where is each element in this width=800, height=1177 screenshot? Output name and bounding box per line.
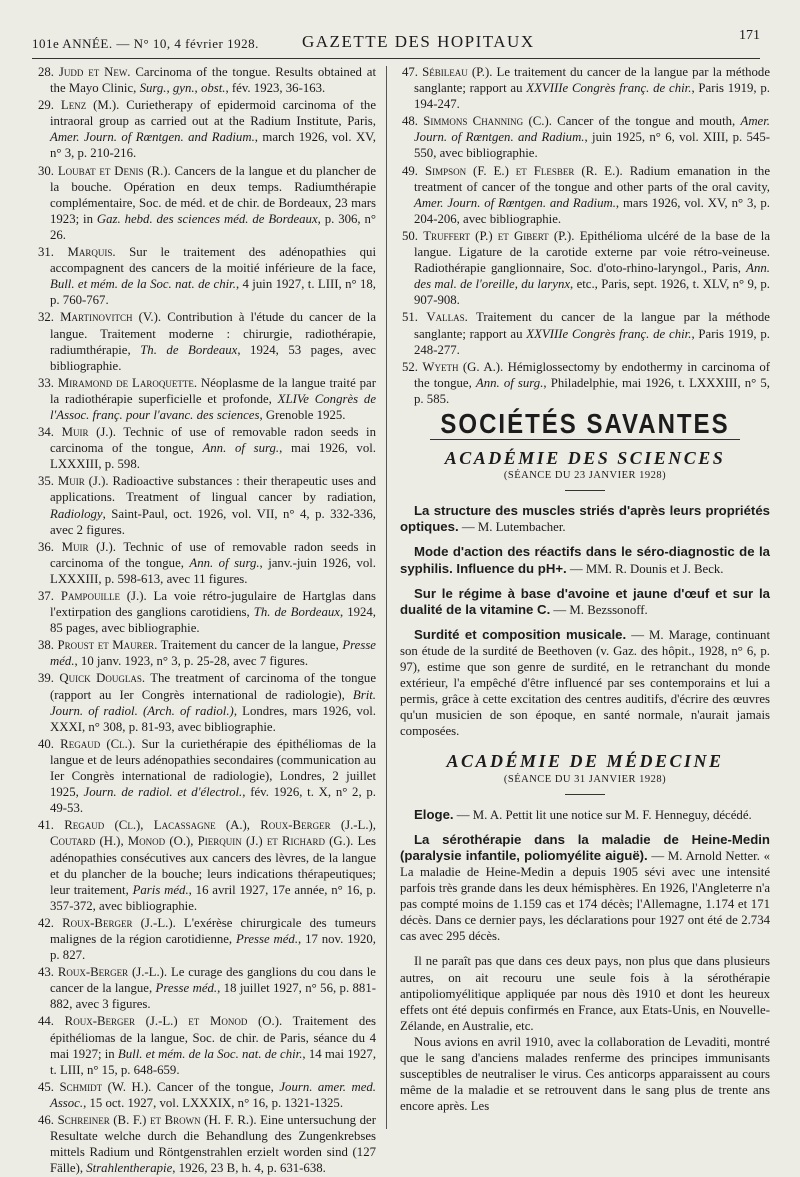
- reference-title: Cancer of the tongue and mouth,: [551, 114, 741, 129]
- reference-title: Epithélioma ulcéré de la base de la langue. Ligature de la carotide externe par voie rétro-veineuse. Radiothérapie ganglionnaire, Soc. d'oto-rhino-laryngol., Paris,: [414, 228, 771, 276]
- reference-entry: [400, 113, 770, 161]
- reference-details: , fév. 1923, 36-163.: [225, 81, 326, 96]
- reference-authors: Wyeth (G. A.).: [422, 359, 504, 374]
- reference-title: Le traitement du cancer de la langue par la méthode sanglante; rapport au: [414, 65, 770, 96]
- reference-entry: [36, 637, 376, 669]
- reference-title: L'exérèse chirurgicale des tumeurs malignes de la région carotidienne,: [50, 915, 376, 946]
- reference-number: 42.: [38, 915, 54, 930]
- reference-title: Radioactive substances : their therapeutic uses and applications. Treatment of lingual cancer by radiation,: [50, 474, 376, 505]
- communication: [400, 544, 770, 576]
- reference-journal: Radiology: [50, 506, 103, 521]
- communication-title: Eloge.: [414, 806, 454, 822]
- reference-number: 41.: [38, 818, 54, 833]
- body-paragraph: Nous avions en avril 1910, avec la collaboration de Levaditi, montré que le sang d'anciens malades renferme des principes immunisants susceptibles de neutraliser le virus. Ces anticorps apparaissent au cours même de la maladie et se retrouvent dans le sang plus de trente ans encore après. Les: [400, 1034, 770, 1114]
- reference-authors: Martinovitch (V.).: [60, 310, 162, 325]
- reference-authors: Loubat et Denis (R.).: [57, 163, 171, 178]
- reference-journal: Journ. de radiol. et d'électrol.: [83, 785, 243, 800]
- reference-details: , juin 1925, n° 6, vol. XIII, p. 545-550, avec bibliographie.: [414, 130, 770, 161]
- reference-authors: Roux-Berger (J.-L.).: [57, 965, 168, 980]
- reference-number: 28.: [38, 65, 54, 79]
- reference-details: , Paris 1919, p. 248-277.: [414, 326, 770, 357]
- reference-details: , mars 1926, vol. XV, n° 3, p. 204-206, avec bibliographie.: [414, 195, 770, 226]
- reference-entry: [36, 64, 376, 96]
- reference-authors: Muir (J.).: [61, 425, 116, 440]
- reference-authors: Regaud (Cl.), Lacassagne (A.), Roux-Berger (J.-L.), Coutard (H.), Monod (O.), Pierquin (J.) et Richard (G.).: [50, 818, 377, 849]
- reference-details: , 1924, 53 pages, avec bibliographie.: [50, 342, 376, 373]
- reference-title: Sur la curiethérapie des épithéliomas de la langue et de leurs adénopathies secondaires (communication au Ier Congrès international de radiologie), Londres, 2 juillet 1925,: [50, 736, 377, 800]
- reference-journal: XXVIIIe Congrès franç. de chir.: [526, 326, 692, 341]
- reference-number: 31.: [38, 245, 54, 260]
- divider: [565, 794, 605, 795]
- reference-journal: Presse méd.: [236, 931, 299, 946]
- reference-number: 48.: [402, 114, 418, 129]
- reference-entry: [36, 915, 376, 963]
- communication-body: — MM. R. Dounis et J. Beck.: [566, 561, 724, 576]
- section-title: SOCIÉTÉS SAVANTES: [440, 408, 730, 440]
- reference-entry: [36, 309, 376, 373]
- reference-entry: [400, 228, 770, 308]
- reference-number: 52.: [402, 359, 418, 374]
- references-continued: [400, 64, 770, 407]
- communication: [400, 627, 770, 740]
- reference-entry: [36, 1112, 376, 1176]
- reference-journal: Amer. Journ. of Rœntgen. and Radium.: [50, 130, 255, 145]
- reference-details: , mai 1926, vol. LXXXIII, p. 598.: [50, 441, 376, 472]
- reference-details: , Saint-Paul, oct. 1926, vol. VII, n° 4, p. 332-336, avec 2 figures.: [50, 506, 376, 537]
- reference-authors: Simmons Channing (C.).: [423, 114, 552, 129]
- reference-details: , 17 nov. 1920, p. 827.: [50, 931, 376, 963]
- academie-medecine-seance: (SÉANCE DU 31 JANVIER 1928): [503, 773, 667, 785]
- reference-authors: Muir (J.).: [61, 539, 116, 554]
- reference-number: 35.: [38, 474, 54, 489]
- reference-title: Technic of use of removable radon seeds in carcinoma of the tongue,: [50, 539, 376, 570]
- reference-authors: Sébileau (P.).: [422, 65, 493, 79]
- reference-number: 39.: [38, 671, 54, 686]
- reference-number: 29.: [38, 98, 54, 113]
- reference-authors: Vallas.: [426, 310, 468, 325]
- reference-authors: Roux-Berger (J.-L.) et Monod (O.).: [64, 1014, 283, 1029]
- reference-entry: [36, 670, 376, 734]
- reference-entry: [36, 736, 376, 816]
- reference-details: , 1926, 23 B, h. 4, p. 631-638.: [172, 1161, 326, 1176]
- reference-entry: [36, 97, 376, 161]
- reference-title: Radium emanation in the treatment of cancer of the tongue and other parts of the oral cavity,: [414, 163, 770, 194]
- reference-details: , 10 janv. 1923, n° 3, p. 25-28, avec 7 figures.: [74, 654, 309, 669]
- reference-title: Contribution à l'étude du cancer de la langue. Traitement moderne : chirurgie, radiothérapie, radiumthérapie,: [50, 310, 377, 357]
- reference-details: , fév. 1926, t. X, n° 2, p. 49-53.: [50, 785, 376, 816]
- reference-details: , Londres, mars 1926, vol. XXXI, n° 308, p. 81-93, avec bibliographie.: [50, 703, 376, 734]
- reference-journal: XLIVe Congrès de l'Assoc. franç. pour l'avanc. des sciences: [50, 391, 376, 422]
- reference-title: Les adénopathies consécutives aux cancers des lèvres, de la langue et du plancher de la bouche; leurs indications thérapeutiques; leur traitement,: [50, 834, 376, 897]
- reference-details: , 14 mai 1927, t. LIII, n° 15, p. 648-659.: [50, 1046, 377, 1077]
- reference-authors: Muir (J.).: [57, 474, 109, 489]
- reference-entry: [36, 588, 376, 636]
- reference-entry: [400, 64, 770, 112]
- reference-authors: Miramond de Laroquette.: [57, 375, 198, 390]
- reference-journal: Presse méd.: [155, 981, 218, 996]
- issue-info: 101e ANNÉE. — N° 10, 4 février 1928.: [32, 36, 259, 51]
- academie-sciences-title: ACADÉMIE DES SCIENCES: [444, 448, 726, 469]
- communication-title: Surdité et composition musicale.: [414, 626, 627, 642]
- reference-authors: Regaud (Cl.).: [60, 736, 136, 751]
- reference-title: Eine untersuchung der Resultate welche durch die Behandlung des Zungenkrebses mittels Radium und Röntgenstrahlen erzielt worden sind (127 Fälle),: [50, 1113, 377, 1176]
- right-column: [400, 64, 770, 1114]
- reference-entry: [36, 539, 376, 587]
- reference-journal: Presse méd.: [50, 638, 376, 669]
- reference-journal: Brit. Journ. of radiol. (Arch. of radiol.): [50, 687, 376, 718]
- communication-body: — M. A. Pettit lit une notice sur M. F. Henneguy, décédé.: [453, 807, 752, 822]
- reference-title: Technic of use of removable radon seeds in carcinoma of the tongue,: [50, 425, 376, 456]
- reference-title: Néoplasme de la langue traité par la radiothérapie superficielle et profonde,: [50, 375, 376, 406]
- reference-authors: Truffert (P.) et Gibert (P.).: [423, 228, 575, 243]
- communication-body: — M. Arnold Netter. « La maladie de Heine-Medin a depuis 1905 sévi avec une intensité parfois très grande dans les deux hémisphères. En 1926, l'Angleterre n'a pas compté moins de 1.159 cas et 174 décès; l'Allemagne, 1.174 et 171 décès. Dans ce dernier pays, les déclarations pour 1927 ont été de 2.734 cas avec 295 décès.: [400, 848, 770, 944]
- reference-journal: Gaz. hebd. des sciences méd. de Bordeaux: [96, 211, 318, 226]
- reference-title: Le curage des ganglions du cou dans le cancer de la langue,: [50, 965, 376, 996]
- reference-number: 44.: [38, 1014, 54, 1029]
- left-column: [36, 64, 376, 1177]
- communication: [400, 832, 770, 945]
- reference-journal: Ann. of surg.: [475, 375, 544, 390]
- academie-sciences-items: [400, 503, 770, 739]
- academie-medecine-paragraphs: [400, 953, 770, 1114]
- reference-journal: Ann. des mal. de l'oreille, du larynx: [414, 261, 770, 292]
- reference-title: Curietherapy of epidermoid carcinoma of the intraoral group as carried out at the Radium Institute, Paris,: [50, 98, 376, 129]
- academie-medecine-items: [400, 807, 770, 945]
- reference-journal: Ann. of surg.: [189, 555, 260, 570]
- reference-journal: Th. de Bordeaux: [140, 342, 238, 357]
- reference-title: La voie rétro-jugulaire de Hartglas dans l'extirpation des ganglions carotidiens,: [50, 589, 377, 620]
- reference-number: 43.: [38, 965, 54, 980]
- reference-title: Traitement du cancer de la langue par la méthode sanglante; rapport au: [414, 310, 770, 341]
- reference-authors: Schmidt (W. H.).: [59, 1079, 152, 1094]
- reference-entry: [36, 964, 376, 1012]
- communication-title: Sur le régime à base d'avoine et jaune d'œuf et sur la dualité de la vitamine C.: [400, 585, 770, 617]
- academie-sciences-seance: (SÉANCE DU 23 JANVIER 1928): [503, 470, 667, 482]
- communication-title: La sérothérapie dans la maladie de Heine-Medin (paralysie infantile, poliomyélite aiguë).: [400, 831, 770, 863]
- reference-number: 30.: [38, 163, 54, 178]
- reference-details: , 15 oct. 1927, vol. LXXXIX, n° 16, p. 1321-1325.: [83, 1095, 344, 1110]
- reference-title: Sur le traitement des adénopathies qui accompagnent des cancers de la moitié inférieure de la face,: [50, 245, 376, 276]
- reference-journal: XXVIIIe Congrès franç. de chir.: [526, 81, 692, 96]
- reference-details: , janv.-juin 1926, vol. LXXXIII, p. 598-613, avec 11 figures.: [50, 555, 376, 586]
- reference-number: 51.: [402, 310, 418, 325]
- reference-entry: [36, 375, 376, 423]
- reference-entry: [36, 424, 376, 472]
- reference-details: , 4 juin 1927, t. LIII, n° 18, p. 760-767.: [50, 277, 376, 308]
- reference-entry: [36, 473, 376, 537]
- column-rule: [386, 66, 387, 1129]
- communication: [400, 807, 770, 823]
- reference-title: Cancer of the tongue,: [151, 1079, 280, 1094]
- reference-number: 34.: [38, 425, 54, 440]
- reference-number: 33.: [38, 375, 54, 390]
- divider: [565, 490, 605, 491]
- reference-authors: Proust et Maurer.: [57, 638, 158, 653]
- reference-entry: [36, 244, 376, 308]
- communication: [400, 586, 770, 618]
- reference-authors: Quick Douglas.: [59, 671, 146, 686]
- reference-details: , 18 juillet 1927, n° 56, p. 881-882, avec 3 figures.: [50, 981, 376, 1012]
- reference-journal: Bull. et mém. de la Soc. nat. de chir.: [117, 1046, 303, 1061]
- reference-entry: [400, 309, 770, 357]
- reference-details: , Paris 1919, p. 194-247.: [414, 81, 770, 112]
- academie-medecine-title: ACADÉMIE DE MÉDECINE: [446, 751, 724, 772]
- journal-title: GAZETTE DES HOPITAUX: [302, 32, 535, 51]
- reference-details: , Grenoble 1925.: [259, 407, 346, 422]
- reference-number: 40.: [38, 736, 54, 751]
- reference-number: 47.: [402, 65, 418, 79]
- reference-authors: Simpson (F. E.) et Flesber (R. E.).: [424, 163, 623, 178]
- reference-authors: Marquis.: [67, 245, 116, 260]
- reference-details: , 16 avril 1927, 17e année, n° 16, p. 357-372, avec bibliographie.: [50, 882, 376, 913]
- communication-title: La structure des muscles striés d'après leurs propriétés optiques.: [400, 503, 770, 535]
- communication-title: Mode d'action des réactifs dans le séro-diagnostic de la syphilis. Influence du pH+.: [400, 544, 770, 576]
- reference-entry: [400, 163, 770, 227]
- reference-journal: Th. de Bordeaux: [253, 605, 340, 620]
- reference-details: , march 1926, vol. XV, n° 3, p. 210-216.: [50, 130, 376, 161]
- reference-details: , 1924, 85 pages, avec bibliographie.: [50, 605, 376, 636]
- reference-title: The treatment of carcinoma of the tongue (rapport au Ier Congrès international de radiologie),: [50, 671, 376, 702]
- reference-journal: Paris méd.: [132, 882, 189, 897]
- reference-authors: Pampouille (J.).: [60, 589, 147, 603]
- reference-number: 32.: [38, 310, 54, 325]
- reference-number: 46.: [38, 1113, 54, 1127]
- reference-authors: Roux-Berger (J.-L.).: [62, 915, 176, 930]
- reference-journal: Bull. et mém. de la Soc. nat. de chir.: [50, 277, 236, 292]
- reference-details: , etc., Paris, sept. 1926, t. XLV, n° 9, p. 907-908.: [414, 277, 770, 308]
- reference-authors: Judd et New.: [58, 65, 131, 79]
- communication: [400, 503, 770, 535]
- reference-title: Traitement du cancer de la langue,: [157, 638, 343, 653]
- reference-title: Carcinoma of the tongue. Results obtained at the Mayo Clinic,: [50, 65, 377, 96]
- reference-title: Hémiglossectomy by endothermy in carcinoma of the tongue,: [414, 359, 770, 390]
- page-number: 171: [739, 28, 760, 43]
- reference-journal: Strahlentherapie: [86, 1161, 173, 1176]
- reference-entry: [36, 163, 376, 243]
- reference-entry: [36, 817, 376, 914]
- reference-authors: Lenz (M.).: [60, 98, 120, 113]
- reference-title: Traitement des épithéliomas de la langue, Soc. de chir. de Paris, séance du 4 mai 1927; in: [50, 1014, 376, 1061]
- reference-journal: Amer. Journ. of Rœntgen. and Radium.: [414, 114, 770, 145]
- reference-number: 49.: [402, 163, 418, 178]
- reference-number: 36.: [38, 539, 54, 554]
- reference-entry: [36, 1079, 376, 1111]
- communication-body: — M. Marage, continuant son étude de la surdité de Beethoven (v. Gaz. des hôpit., 1928, n° 6, p. 97), estime que son genre de surdité, en le retranchant du monde extérieur, l'a empêché d'être influencé par ses contemporains et lui a permis, grâce à cette excitation des centres auditifs, d'écrire des œuvres qu'un musicien de son époque, en santé normale, n'aurait jamais composées.: [400, 627, 770, 739]
- reference-title: Cancers de la langue et du plancher de la bouche. Opération en deux temps. Radiumthérapie complémentaire, Soc. de méd. et de chir. de Bordeaux, 23 mars 1923; in: [50, 163, 376, 226]
- header-rule: [32, 58, 760, 59]
- reference-journal: Amer. Journ. of Rœntgen. and Radium.: [414, 195, 616, 210]
- reference-number: 38.: [38, 638, 54, 653]
- reference-number: 37.: [38, 589, 54, 603]
- reference-journal: Ann. of surg.: [202, 441, 280, 456]
- page-header: [32, 28, 760, 54]
- reference-number: 50.: [402, 228, 418, 243]
- reference-entry: [400, 359, 770, 407]
- communication-body: — M. Lutembacher.: [458, 520, 566, 535]
- reference-journal: Journ. amer. med. Assoc.: [50, 1079, 376, 1110]
- reference-authors: Schreiner (B. F.) et Brown (H. F. R.).: [57, 1113, 257, 1127]
- reference-number: 45.: [38, 1079, 54, 1094]
- reference-entry: [36, 1013, 376, 1077]
- body-paragraph: Il ne paraît pas que dans ces deux pays, non plus que dans plusieurs autres, on ait recouru une seule fois à la sérothérapie antipoliomyélitique appliquée par nous dès 1910 et dont les heureux effets ont été depuis confirmés en France, aux Etats-Unis, en Nouvelle-Zélande, en Australie, etc.: [400, 954, 770, 1033]
- reference-journal: Surg., gyn., obst.: [139, 81, 226, 96]
- reference-details: , p. 306, n° 26.: [50, 211, 376, 242]
- reference-details: , Philadelphie, mai 1926, t. LXXXIII, n° 5, p. 585.: [414, 375, 770, 406]
- communication-body: — M. Bezssonoff.: [550, 602, 648, 617]
